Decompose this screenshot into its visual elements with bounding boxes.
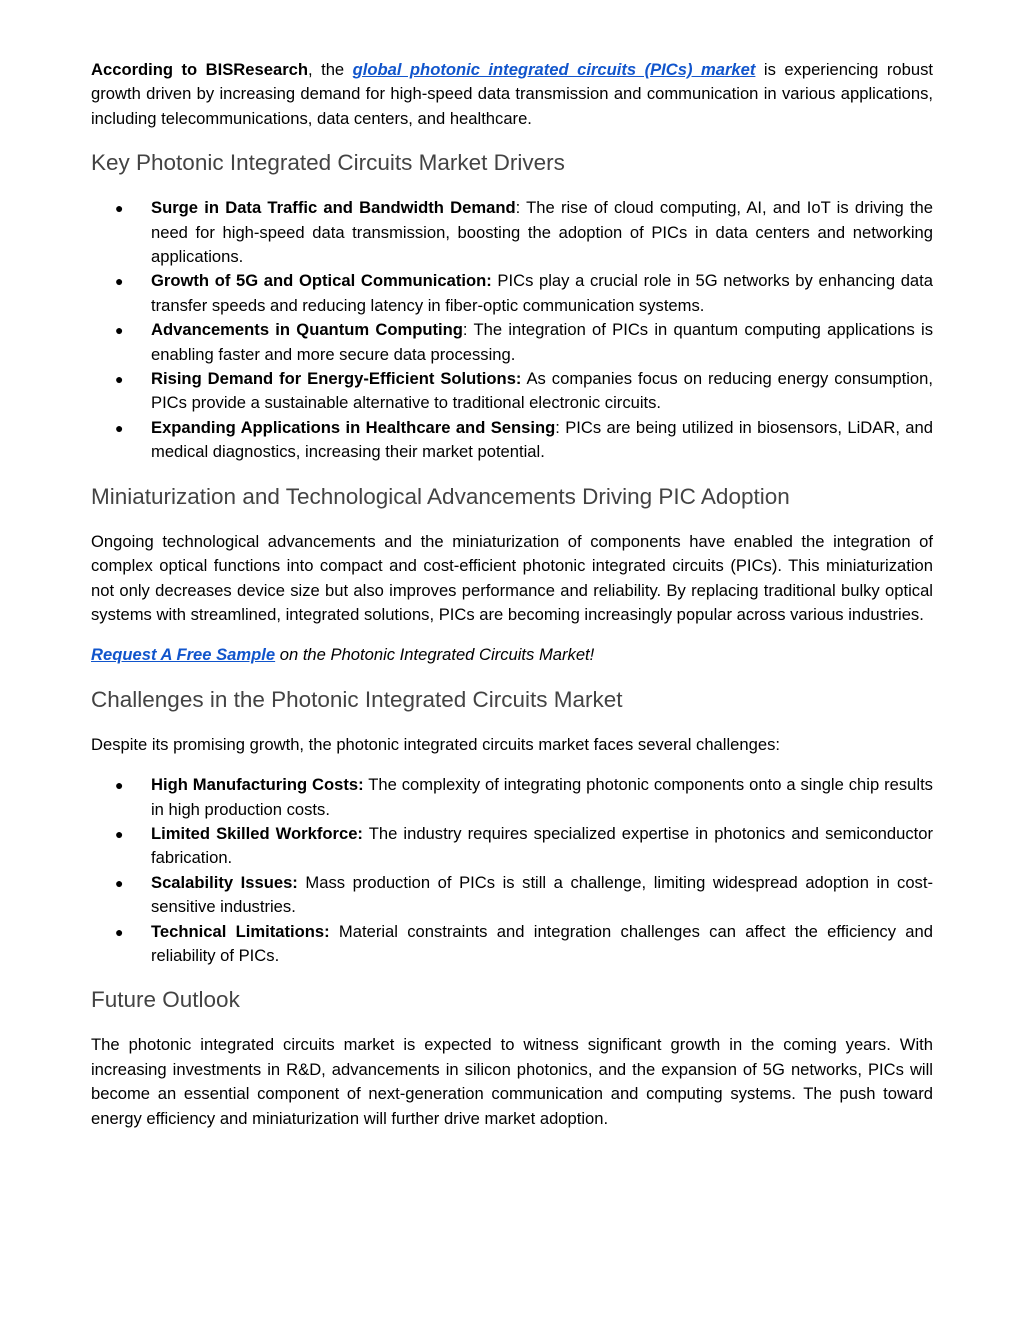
list-item-text: The industry requires specialized expertise in photonics and semiconductor fabrication. bbox=[151, 823, 933, 868]
bullet-icon: ● bbox=[115, 322, 124, 339]
sample-trailing-text: on the Photonic Integrated Circuits Market! bbox=[275, 645, 595, 665]
list-item bbox=[91, 871, 933, 920]
list-item-title: High Manufacturing Costs: bbox=[151, 775, 364, 795]
list-item bbox=[91, 196, 933, 269]
list-item bbox=[91, 318, 933, 367]
bullet-icon: ● bbox=[115, 273, 124, 290]
drivers-list bbox=[91, 196, 933, 464]
list-item-text: Material constraints and integration challenges can affect the efficiency and reliability of PICs. bbox=[151, 921, 933, 965]
list-item-title: Expanding Applications in Healthcare and Sensing bbox=[151, 417, 556, 437]
bullet-icon: ● bbox=[115, 923, 124, 940]
intro-text-after-link: is experiencing robust growth driven by increasing demand for high-speed data transmission and communication in various applications, including telecommunications, data centers, and healthcare. bbox=[91, 60, 933, 128]
list-item bbox=[91, 367, 933, 416]
bullet-icon: ● bbox=[115, 419, 124, 436]
list-item bbox=[91, 920, 933, 969]
list-item-text: As companies focus on reducing energy consumption, PICs provide a sustainable alternative to traditional electronic circuits. bbox=[151, 369, 934, 413]
miniaturization-heading: Miniaturization and Technological Advancements Driving PIC Adoption bbox=[91, 483, 790, 509]
list-item-text: : The integration of PICs in quantum computing applications is enabling faster and more secure data processing. bbox=[151, 320, 933, 364]
drivers-heading: Key Photonic Integrated Circuits Market Drivers bbox=[91, 150, 565, 176]
intro-text-before-link: , the bbox=[308, 60, 353, 79]
list-item-text: : The rise of cloud computing, AI, and IoT is driving the need for high-speed data transmission, boosting the adoption of PICs in data centers and networking applications. bbox=[151, 198, 934, 267]
list-item-title: Scalability Issues: bbox=[151, 872, 298, 892]
list-item bbox=[91, 269, 933, 318]
list-item-text: Mass production of PICs is still a challenge, limiting widespread adoption in cost-sensitive industries. bbox=[151, 872, 933, 917]
miniaturization-paragraph: Ongoing technological advancements and the miniaturization of components have enabled the integration of complex optical functions into compact and cost-efficient photonic integrated circuits (PICs). This miniaturization not only decreases device size but also improves performance and reliability. By replacing traditional bulky optical systems with streamlined, integrated solutions, PICs are becoming increasingly popular across various industries. bbox=[91, 531, 933, 624]
list-item-text: : PICs are being utilized in biosensors, LiDAR, and medical diagnostics, increasing their market potential. bbox=[151, 417, 933, 462]
market-report-link[interactable]: global photonic integrated circuits (PICs) market bbox=[352, 60, 756, 79]
request-sample-link[interactable]: Request A Free Sample bbox=[91, 645, 276, 665]
bullet-icon: ● bbox=[115, 777, 124, 794]
list-item-title: Advancements in Quantum Computing bbox=[151, 320, 463, 340]
outlook-heading: Future Outlook bbox=[91, 987, 240, 1013]
list-item-text: The complexity of integrating photonic components onto a single chip results in high production costs. bbox=[151, 775, 933, 819]
list-item bbox=[91, 822, 933, 871]
challenges-heading: Challenges in the Photonic Integrated Circuits Market bbox=[91, 686, 623, 712]
intro-paragraph bbox=[91, 58, 933, 131]
bullet-icon: ● bbox=[115, 825, 124, 842]
list-item-title: Growth of 5G and Optical Communication: bbox=[151, 271, 492, 291]
list-item bbox=[91, 773, 933, 822]
list-item-title: Rising Demand for Energy-Efficient Solutions: bbox=[151, 369, 522, 389]
challenges-intro: Despite its promising growth, the photonic integrated circuits market faces several challenges: bbox=[91, 734, 780, 754]
list-item-title: Surge in Data Traffic and Bandwidth Demand bbox=[151, 198, 516, 218]
bullet-icon: ● bbox=[115, 874, 124, 891]
list-item-text: PICs play a crucial role in 5G networks by enhancing data transfer speeds and reducing latency in fiber-optic communication systems. bbox=[151, 271, 933, 315]
sample-request-line bbox=[91, 643, 933, 667]
intro-source: According to BISResearch bbox=[91, 60, 309, 79]
list-item-title: Limited Skilled Workforce: bbox=[151, 823, 363, 843]
bullet-icon: ● bbox=[115, 371, 124, 388]
challenges-list bbox=[91, 773, 933, 968]
document-page bbox=[91, 58, 933, 1131]
bullet-icon: ● bbox=[115, 200, 124, 217]
list-item-title: Technical Limitations: bbox=[151, 921, 330, 941]
outlook-paragraph: The photonic integrated circuits market is expected to witness significant growth in the coming years. With increasing investments in R&D, advancements in silicon photonics, and the expansion of 5G networks, PICs will become an essential component of next-generation communication and computing systems. The push toward energy efficiency and miniaturization will further drive market adoption. bbox=[91, 1035, 933, 1128]
list-item bbox=[91, 416, 933, 465]
